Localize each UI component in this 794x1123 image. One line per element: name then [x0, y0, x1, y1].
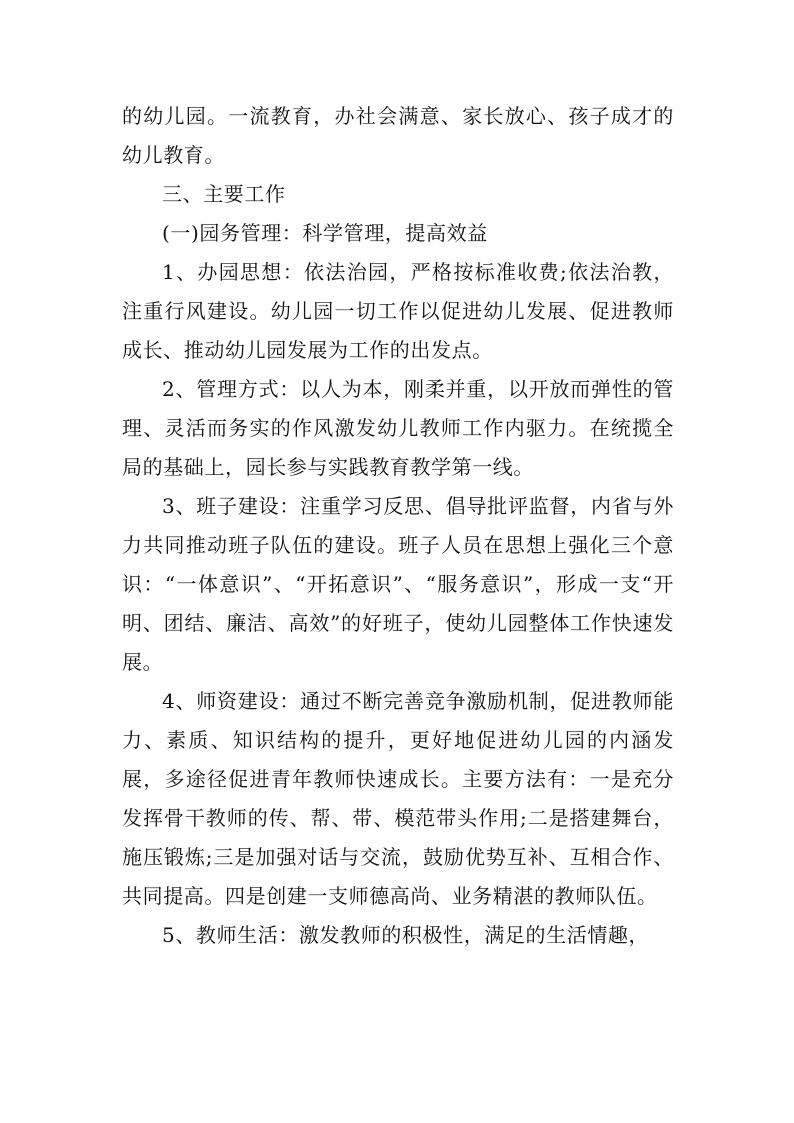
document-body — [122, 97, 674, 955]
subsection-heading: (一)园务管理：科学管理，提高效益 — [162, 221, 488, 245]
paragraph-item-4: 4、师资建设：通过不断完善竞争激励机制，促进教师能力、素质、知识结构的提升，更好地促进幼儿园的内涵发展，多途径促进青年教师快速成长。主要方法有：一是充分发挥骨干教师的传、帮、带、模范带头作用;二是搭建舞台，施压锻炼;三是加强对话与交流，鼓励优势互补、互相合作、共同提高。四是创建一支师德高尚、业务精湛的教师队伍。 — [122, 689, 674, 908]
paragraph-item-3: 3、班子建设：注重学习反思、倡导批评监督，内省与外力共同推动班子队伍的建设。班子人员在思想上强化三个意识：“一体意识”、“开拓意识”、“服务意识”，形成一支“开明、团结、廉洁、高效”的好班子，使幼儿园整体工作快速发展。 — [122, 494, 674, 674]
paragraph-item-1: 1、办园思想：依法治园，严格按标准收费;依法治教，注重行风建设。幼儿园一切工作以促进幼儿发展、促进教师成长、推动幼儿园发展为工作的出发点。 — [122, 260, 674, 362]
section-heading: 三、主要工作 — [162, 182, 286, 206]
paragraph-continuation: 的幼儿园。一流教育，办社会满意、家长放心、孩子成才的幼儿教育。 — [122, 104, 674, 167]
paragraph-item-5: 5、教师生活：激发教师的积极性，满足的生活情趣， — [162, 923, 650, 947]
paragraph-item-2: 2、管理方式：以人为本，刚柔并重，以开放而弹性的管理、灵活而务实的作风激发幼儿教师工作内驱力。在统揽全局的基础上，园长参与实践教育教学第一线。 — [122, 377, 674, 479]
